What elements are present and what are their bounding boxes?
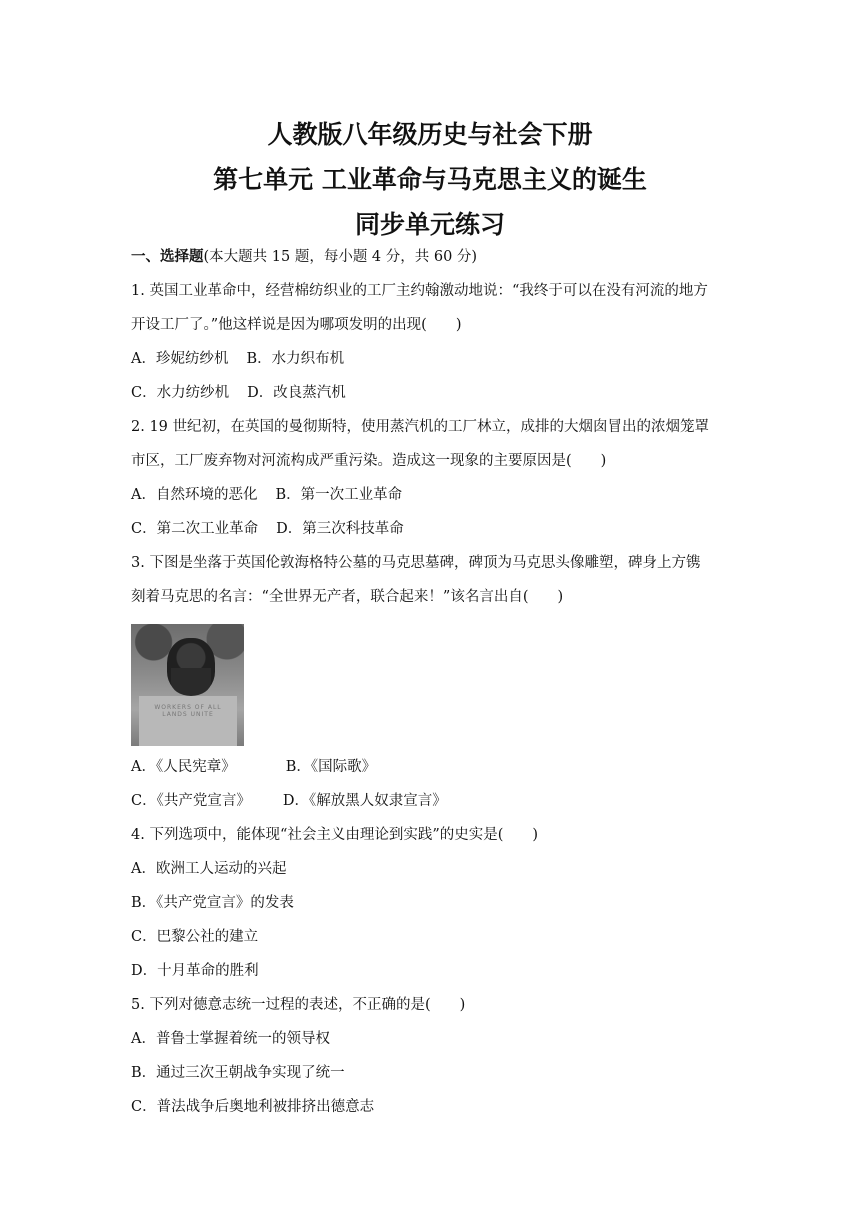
section-heading-label: 一、选择题 <box>131 249 204 265</box>
question-1-option-c: C．水力纺纱机 <box>131 385 230 401</box>
question-2-option-a: A．自然环境的恶化 <box>131 487 258 503</box>
question-2-options-row-2 <box>131 516 731 550</box>
question-2-option-d: D．第三次科技革命 <box>276 521 404 537</box>
section-heading <box>131 244 731 278</box>
marx-tomb-photo <box>131 624 244 746</box>
title-line-1: 人教版八年级历史与社会下册 <box>267 120 593 149</box>
question-3-option-b: B．《国际歌》 <box>285 759 377 775</box>
question-2-option-c: C．第二次工业革命 <box>131 521 259 537</box>
question-4-option-b: B．《共产党宣言》的发表 <box>131 895 294 911</box>
question-5-option-b: B．通过三次王朝战争实现了统一 <box>131 1065 345 1081</box>
question-content <box>131 244 731 1128</box>
question-3-line-1: 3. 下图是坐落于英国伦敦海格特公墓的马克思墓碑，碑顶为马克思头像雕塑，碑身上方镌 <box>131 555 701 571</box>
question-1-line-1: 1. 英国工业革命中，经营棉纺织业的工厂主约翰激动地说：“我终于可以在没有河流的地方 <box>131 283 708 299</box>
question-4-option-d: D．十月革命的胜利 <box>131 963 259 979</box>
title-line-2: 第七单元 工业革命与马克思主义的诞生 <box>213 165 647 194</box>
question-5-line-1: 5. 下列对德意志统一过程的表述，不正确的是( ) <box>131 997 466 1013</box>
question-1-options-row-1 <box>131 346 731 380</box>
question-3-options-row-2 <box>131 788 731 822</box>
question-3-option-c: C．《共产党宣言》 <box>131 793 251 809</box>
photo-bust-beard <box>171 668 211 696</box>
question-5-option-c: C．普法战争后奥地利被排挤出德意志 <box>131 1099 375 1115</box>
question-2-options-row-1 <box>131 482 731 516</box>
question-2-line-1: 2. 19 世纪初，在英国的曼彻斯特，使用蒸汽机的工厂林立，成排的大烟囱冒出的浓烟笼罩 <box>131 419 709 435</box>
title-line-3: 同步单元练习 <box>354 210 505 239</box>
question-3-options-row-1 <box>131 754 731 788</box>
question-1-line-2: 开设工厂了。”他这样说是因为哪项发明的出现( ) <box>131 317 462 333</box>
question-1-option-d: D．改良蒸汽机 <box>247 385 346 401</box>
question-4-option-a: A．欧洲工人运动的兴起 <box>131 861 287 877</box>
question-1-option-b: B．水力织布机 <box>246 351 345 367</box>
question-1-options-row-2 <box>131 380 731 414</box>
question-3-option-d: D．《解放黑人奴隶宣言》 <box>282 793 447 809</box>
question-4-option-c: C．巴黎公社的建立 <box>131 929 259 945</box>
question-5-option-a: A．普鲁士掌握着统一的领导权 <box>131 1031 330 1047</box>
section-heading-note: (本大题共 15 题，每小题 4 分，共 60 分) <box>203 249 478 265</box>
question-2-option-b: B．第一次工业革命 <box>275 487 403 503</box>
question-3-option-a: A．《人民宪章》 <box>131 759 236 775</box>
question-2-line-2: 市区，工厂废弃物对河流构成严重污染。造成这一现象的主要原因是( ) <box>131 453 607 469</box>
question-1-option-a: A．珍妮纺纱机 <box>131 351 229 367</box>
question-3-line-2: 刻着马克思的名言：“全世界无产者，联合起来！”该名言出自( ) <box>131 589 564 605</box>
question-4-line-1: 4. 下列选项中，能体现“社会主义由理论到实践”的史实是( ) <box>131 827 539 843</box>
photo-plinth-text: WORKERS OF ALL LANDS UNITE <box>154 704 222 718</box>
document-title-block <box>0 112 860 247</box>
